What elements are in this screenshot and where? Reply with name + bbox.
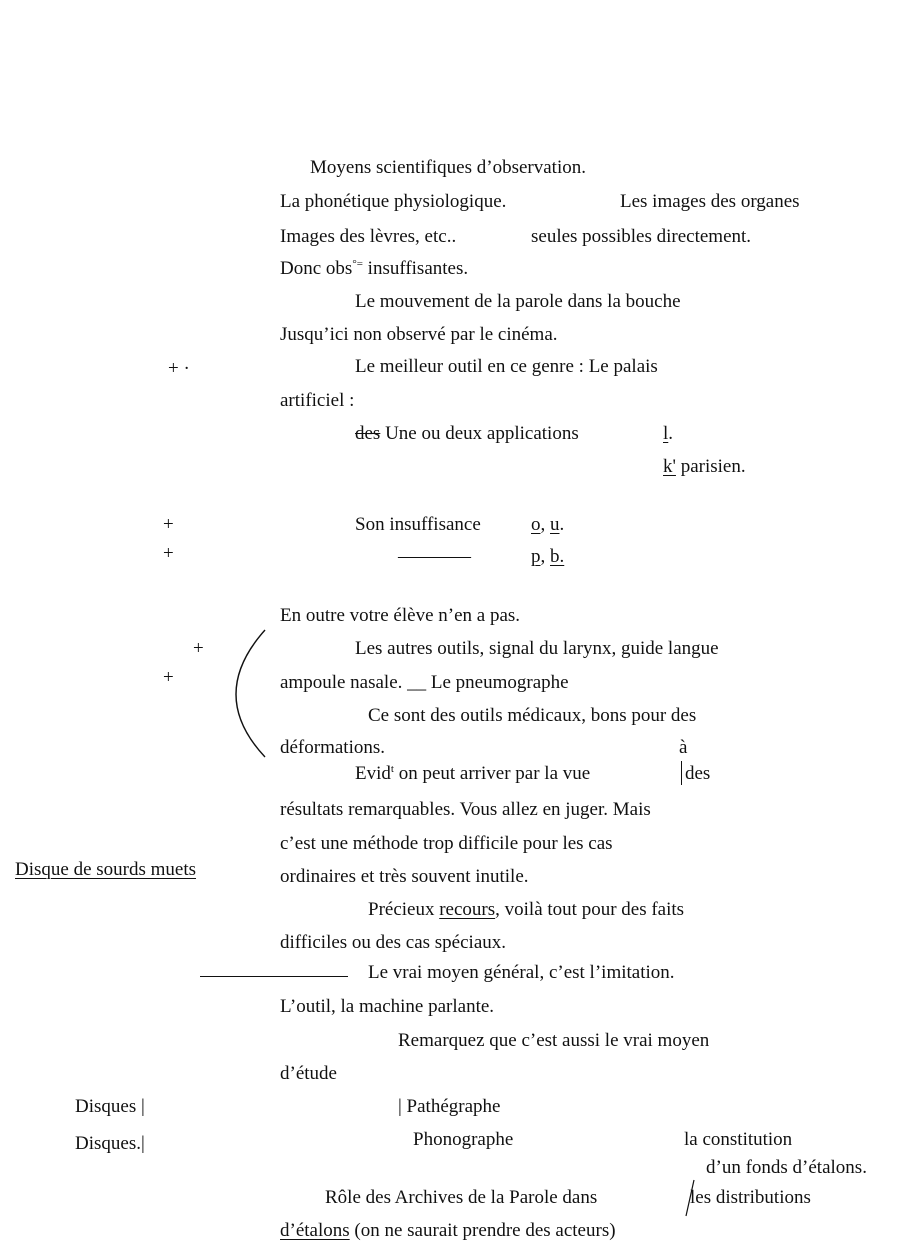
text-line: Images des lèvres, etc.. <box>280 226 457 247</box>
margin-note-sourds-muets: Disque de sourds muets <box>15 859 197 880</box>
margin-cross: + <box>163 543 174 564</box>
underlined-sound: b. <box>550 546 565 567</box>
text-fragment: parisien. <box>675 456 746 477</box>
margin-cross: + <box>163 667 174 688</box>
text-line: Le meilleur outil en ce genre : Le palais <box>355 356 658 377</box>
text-line <box>531 514 564 536</box>
insertion-caret <box>681 761 682 785</box>
margin-note-disques: Disques | <box>75 1096 145 1117</box>
text-line: d’un fonds d’étalons. <box>706 1157 867 1178</box>
text-line: ordinaires et très souvent inutile. <box>280 866 529 887</box>
underlined-sound: u <box>550 514 560 535</box>
text-fragment: Une ou deux applications <box>380 423 579 444</box>
dash-line: ———— <box>398 546 470 567</box>
text-fragment: on peut arriver par la vue <box>393 763 591 784</box>
underlined-sound: l <box>663 423 669 444</box>
text-line: Le mouvement de la parole dans la bouche <box>355 291 681 312</box>
superscript-abbrev: t <box>390 763 394 775</box>
text-line: Les autres outils, signal du larynx, guide langue <box>355 638 719 659</box>
text-line <box>355 763 590 785</box>
text-fragment: Précieux <box>368 899 440 920</box>
text-fragment: , <box>540 546 550 567</box>
text-fragment: , <box>540 514 550 535</box>
text-line: les distributions <box>690 1187 811 1208</box>
text-line: Phonographe <box>413 1129 514 1150</box>
text-fragment: Evid <box>355 763 391 784</box>
text-line: La phonétique physiologique. <box>280 191 507 212</box>
text-fragment: (on ne saurait prendre des acteurs) <box>349 1220 616 1241</box>
text-line <box>368 899 684 921</box>
underlined-sound: k' <box>663 456 676 477</box>
text-line: des <box>685 763 711 784</box>
text-line <box>531 546 564 568</box>
text-line: difficiles ou des cas spéciaux. <box>280 932 506 953</box>
superscript-abbrev: °= <box>352 258 363 270</box>
text-fragment: insuffisantes. <box>362 258 469 279</box>
text-fragment: . <box>668 423 674 444</box>
underlined-sound: p <box>531 546 541 567</box>
margin-note-disques: Disques.| <box>75 1133 145 1154</box>
text-line: Le vrai moyen général, c’est l’imitation. <box>368 962 675 983</box>
text-line: Remarquez que c’est aussi le vrai moyen <box>398 1030 710 1051</box>
struck-word: des <box>355 423 381 444</box>
margin-cross: + <box>193 638 204 659</box>
text-line: Jusqu’ici non observé par le cinéma. <box>280 324 558 345</box>
text-line: Rôle des Archives de la Parole dans <box>325 1187 598 1208</box>
text-line: Ce sont des outils médicaux, bons pour des <box>368 705 697 726</box>
text-line <box>663 456 746 478</box>
text-fragment: . <box>559 514 565 535</box>
text-line <box>280 1220 616 1242</box>
text-line: la constitution <box>684 1129 793 1150</box>
text-fragment: Donc obs <box>280 258 353 279</box>
margin-cross: + <box>163 514 174 535</box>
underlined-word: recours <box>439 899 496 920</box>
text-line: ampoule nasale. __ Le pneumographe <box>280 672 569 693</box>
margin-cross: + · <box>168 358 190 379</box>
text-line: En outre votre élève n’en a pas. <box>280 605 521 626</box>
text-line: c’est une méthode trop difficile pour les cas <box>280 833 613 854</box>
text-line: Son insuffisance <box>355 514 481 535</box>
underlined-word: d’étalons <box>280 1220 350 1241</box>
text-line <box>663 423 673 445</box>
text-line: Les images des organes <box>620 191 800 212</box>
text-line <box>280 258 468 280</box>
margin-rule <box>200 976 348 977</box>
insertion-mark: à <box>679 737 688 758</box>
text-line: L’outil, la machine parlante. <box>280 996 495 1017</box>
heading-line: Moyens scientifiques d’observation. <box>310 157 586 178</box>
margin-bracket <box>225 625 275 765</box>
text-line <box>355 423 579 445</box>
text-line: artificiel : <box>280 390 355 411</box>
text-line: d’étude <box>280 1063 337 1084</box>
text-line: seules possibles directement. <box>531 226 752 247</box>
underlined-sound: o <box>531 514 541 535</box>
text-line: | Pathégraphe <box>398 1096 501 1117</box>
text-fragment: , voilà tout pour des faits <box>495 899 685 920</box>
text-line: déformations. <box>280 737 386 758</box>
text-line: résultats remarquables. Vous allez en juger. Mais <box>280 799 651 820</box>
